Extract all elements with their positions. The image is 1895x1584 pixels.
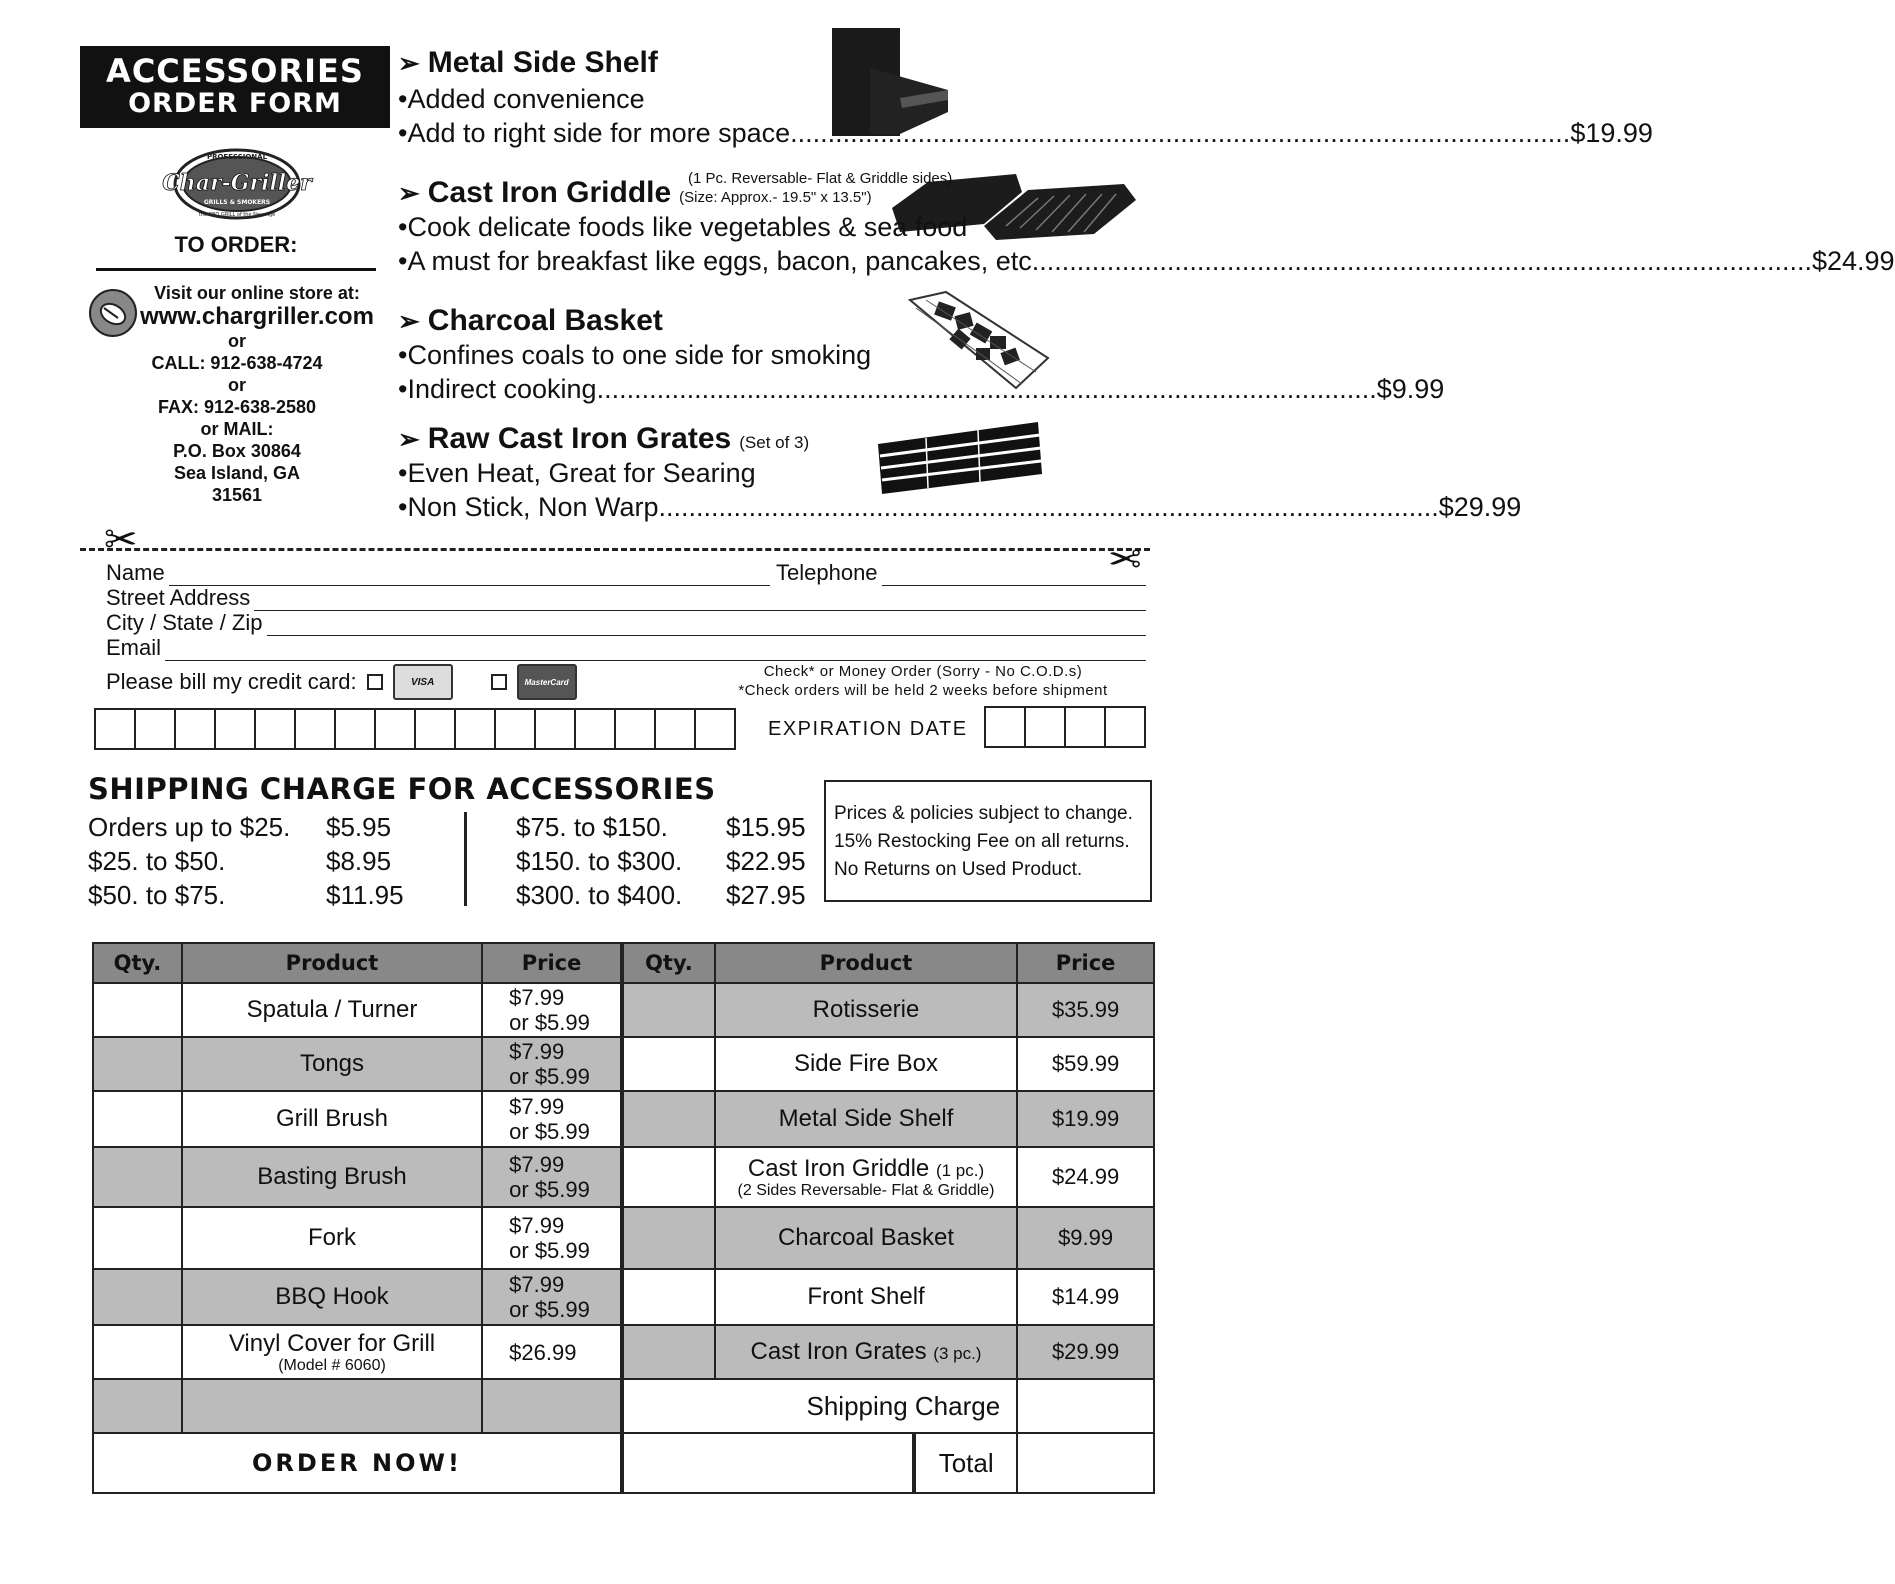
card-digit-box[interactable] — [454, 708, 496, 750]
qty-input[interactable] — [93, 1147, 182, 1207]
product-price: $9.99 — [1376, 374, 1445, 404]
shipping-charge: $11.95 — [326, 880, 404, 910]
card-digit-box[interactable] — [134, 708, 176, 750]
table-row — [93, 1433, 1154, 1493]
table-row — [93, 983, 1154, 1037]
telephone-label: Telephone — [776, 560, 878, 585]
product-price: $14.99 — [1017, 1269, 1154, 1325]
shipping-range: $300. to $400. — [516, 880, 683, 910]
city-state-zip-input-line[interactable] — [267, 617, 1147, 636]
qty-input[interactable] — [622, 983, 715, 1037]
scissors-icon: ✂ — [104, 518, 138, 562]
divider — [464, 812, 467, 906]
exp-digit-box[interactable] — [1104, 706, 1146, 748]
mastercard-card-icon: MasterCard — [517, 664, 577, 700]
telephone-field[interactable] — [776, 560, 1146, 586]
shipping-range: $75. to $150. — [516, 812, 668, 842]
product-price: $7.99 or $5.99 — [482, 1037, 622, 1091]
card-digit-box[interactable] — [694, 708, 736, 750]
product-bullet: Indirect cooking — [407, 374, 597, 404]
product-title: Charcoal Basket — [427, 304, 663, 337]
shipping-charge: $5.95 — [326, 812, 392, 842]
shipping-charge: $8.95 — [326, 846, 392, 876]
shipping-range: Orders up to $25. — [88, 812, 291, 842]
table-row — [93, 1379, 1154, 1433]
product-price: $7.99 or $5.99 — [482, 1269, 622, 1325]
product-price: $35.99 — [1017, 983, 1154, 1037]
product-name: Rotisserie — [715, 983, 1017, 1037]
title-line-2: ORDER FORM — [128, 88, 342, 119]
product-name: Cast Iron Grates (3 pc.) — [715, 1325, 1017, 1379]
city-state-zip-label: City / State / Zip — [106, 610, 263, 635]
product-price: $29.99 — [1438, 492, 1522, 522]
table-row — [93, 1207, 1154, 1269]
divider — [96, 268, 376, 271]
to-order-heading: TO ORDER: — [174, 232, 298, 257]
product-bullet: Even Heat, Great for Searing — [407, 458, 756, 488]
check-note-line: *Check orders will be held 2 weeks before shipment — [738, 682, 1108, 699]
shipping-charges-right — [726, 810, 806, 912]
product-cast-iron-griddle: (1 Pc. Reversable- Flat & Griddle sides) ➢ Cast Iron Griddle (Size: Approx.- 19.5" x 13.5") • Cook delicate foods like vegetables & sea food • A must for breakfast like eggs, bacon, pancakes, etc ........................................................................................................ $24.99 — [398, 170, 1895, 276]
product-price: $9.99 — [1017, 1207, 1154, 1269]
shipping-ranges-left — [88, 810, 290, 912]
product-title: Cast Iron Griddle — [427, 176, 672, 209]
product-price: $19.99 — [1017, 1091, 1154, 1147]
blank-price-cell[interactable] — [482, 1379, 622, 1433]
card-digit-box[interactable] — [414, 708, 456, 750]
shipping-ranges-right — [516, 810, 682, 912]
card-digit-box[interactable] — [534, 708, 576, 750]
street-address-label: Street Address — [106, 585, 251, 610]
qty-input[interactable] — [93, 1207, 182, 1269]
product-title: Raw Cast Iron Grates — [427, 422, 732, 455]
product-note: (Set of 3) — [739, 433, 810, 452]
credit-card-number-boxes[interactable] — [96, 708, 736, 748]
order-table — [92, 942, 1155, 1494]
svg-text:PROFESSIONAL: PROFESSIONAL — [206, 153, 268, 161]
qty-input[interactable] — [622, 1269, 715, 1325]
expiration-date-boxes[interactable] — [986, 706, 1146, 746]
product-raw-cast-iron-grates: ➢ Raw Cast Iron Grates (Set of 3) • Even Heat, Great for Searing • Non Stick, Non Warp ........................................................................................................ $29.99 — [398, 422, 1522, 522]
arrow-icon: ➢ — [398, 178, 420, 208]
qty-input[interactable] — [622, 1147, 715, 1207]
product-charcoal-basket: ➢ Charcoal Basket • Confines coals to one side for smoking • Indirect cooking ........................................................................................................ $9.99 — [398, 304, 1445, 404]
arrow-icon: ➢ — [398, 424, 420, 454]
shipping-title: SHIPPING CHARGE FOR ACCESSORIES — [88, 772, 716, 806]
scissors-icon: ✂ — [1108, 538, 1142, 582]
svg-text:GRILLS & SMOKERS: GRILLS & SMOKERS — [203, 199, 271, 206]
product-bullet: Non Stick, Non Warp — [407, 492, 659, 522]
policy-line: 15% Restocking Fee on all returns. — [834, 831, 1130, 852]
qty-header: Qty. — [93, 943, 182, 983]
total-label: Total — [938, 1447, 994, 1478]
or-text: or — [228, 331, 246, 351]
website-link[interactable]: www.chargriller.com — [140, 303, 374, 330]
product-note: (Size: Approx.- 19.5" x 13.5") — [679, 189, 872, 206]
card-digit-box[interactable] — [334, 708, 376, 750]
policy-line: No Returns on Used Product. — [834, 859, 1083, 880]
card-digit-box[interactable] — [654, 708, 696, 750]
qty-input[interactable] — [93, 1037, 182, 1091]
product-price: $7.99 or $5.99 — [482, 983, 622, 1037]
arrow-icon: ➢ — [398, 48, 420, 78]
table-header-row — [93, 943, 1154, 983]
shipping-range: $25. to $50. — [88, 846, 226, 876]
product-name: Grill Brush — [182, 1091, 482, 1147]
shipping-charge-label: Shipping Charge — [715, 1379, 1017, 1433]
fax-number: FAX: 912-638-2580 — [157, 397, 317, 417]
price-header: Price — [1017, 943, 1154, 983]
or-text: or — [228, 375, 246, 395]
product-price: $24.99 — [1811, 246, 1895, 276]
product-title: Metal Side Shelf — [427, 46, 658, 79]
product-price: $7.99 or $5.99 — [482, 1207, 622, 1269]
product-metal-side-shelf: ➢ Metal Side Shelf • Added convenience • Add to right side for more space ........................................................................................................ $19.99 — [398, 46, 1653, 148]
title-line-1: ACCESSORIES — [106, 52, 364, 90]
product-price: $29.99 — [1017, 1325, 1154, 1379]
address-line: P.O. Box 30864 — [173, 441, 301, 461]
product-name: Basting Brush — [182, 1147, 482, 1207]
product-bullet: Add to right side for more space — [407, 118, 791, 148]
card-digit-box[interactable] — [614, 708, 656, 750]
card-digit-box[interactable] — [254, 708, 296, 750]
visa-card-icon: VISA — [393, 664, 453, 700]
product-name: Spatula / Turner — [182, 983, 482, 1037]
product-price: $24.99 — [1017, 1147, 1154, 1207]
qty-input[interactable] — [93, 1269, 182, 1325]
total-input[interactable] — [1017, 1433, 1154, 1493]
form-title — [80, 46, 390, 128]
qty-input[interactable] — [622, 1037, 715, 1091]
arrow-icon: ➢ — [398, 306, 420, 336]
qty-input[interactable] — [93, 983, 182, 1037]
shipping-range: $50. to $75. — [88, 880, 226, 910]
product-name: BBQ Hook — [182, 1269, 482, 1325]
product-price: $7.99 or $5.99 — [482, 1147, 622, 1207]
product-price: $19.99 — [1570, 118, 1653, 148]
product-price: $7.99 or $5.99 — [482, 1091, 622, 1147]
cut-line — [80, 548, 1150, 551]
visit-text: Visit our online store at: — [154, 283, 360, 303]
exp-digit-box[interactable] — [1064, 706, 1106, 748]
product-name: Fork — [182, 1207, 482, 1269]
qty-input[interactable] — [622, 1091, 715, 1147]
card-digit-box[interactable] — [94, 708, 136, 750]
address-line: 31561 — [211, 485, 263, 505]
product-name: Metal Side Shelf — [715, 1091, 1017, 1147]
city-state-zip-field[interactable] — [106, 610, 1146, 636]
card-digit-box[interactable] — [214, 708, 256, 750]
credit-card-row — [106, 664, 577, 700]
qty-header: Qty. — [622, 943, 715, 983]
street-address-input-line[interactable] — [254, 592, 1146, 611]
shipping-charge-input[interactable] — [1017, 1379, 1154, 1433]
qty-input[interactable] — [622, 1325, 715, 1379]
qty-input[interactable] — [622, 1207, 715, 1269]
qty-input[interactable] — [93, 1325, 182, 1379]
contact-info — [96, 282, 378, 506]
telephone-input-line[interactable] — [882, 567, 1146, 586]
name-label: Name — [106, 560, 165, 585]
phone-number: CALL: 912-638-4724 — [151, 353, 323, 373]
policy-line: Prices & policies subject to change. — [834, 803, 1133, 824]
blank-cell — [622, 1379, 715, 1433]
svg-text:the BBQ GRILL of the New Age: the BBQ GRILL of the New Age — [198, 212, 276, 218]
blank-product-cell[interactable] — [182, 1379, 482, 1433]
product-name: Side Fire Box — [715, 1037, 1017, 1091]
svg-text:Char-Griller: Char-Griller — [162, 170, 312, 196]
check-note — [700, 662, 1146, 700]
product-header: Product — [182, 943, 482, 983]
email-label: Email — [106, 635, 162, 660]
name-input-line[interactable] — [169, 567, 770, 586]
mastercard-checkbox[interactable] — [491, 674, 507, 690]
product-name: Cast Iron Griddle (1 pc.) (2 Sides Reversable- Flat & Griddle) — [715, 1147, 1017, 1207]
check-note-line: Check* or Money Order (Sorry - No C.O.D.s) — [763, 663, 1083, 680]
bill-credit-card-label: Please bill my credit card: — [106, 669, 357, 694]
product-bullet: A must for breakfast like eggs, bacon, pancakes, etc — [407, 246, 1032, 276]
product-bullet: Confines coals to one side for smoking — [407, 340, 872, 370]
policy-box — [824, 780, 1152, 902]
card-digit-box[interactable] — [574, 708, 616, 750]
price-header: Price — [482, 943, 622, 983]
name-field[interactable] — [106, 560, 770, 586]
product-name: Tongs — [182, 1037, 482, 1091]
exp-digit-box[interactable] — [1024, 706, 1066, 748]
shipping-charges-left — [326, 810, 404, 912]
product-note: (1 Pc. Reversable- Flat & Griddle sides) — [688, 170, 953, 187]
shipping-charge: $27.95 — [726, 880, 806, 910]
product-name: Vinyl Cover for Grill (Model # 6060) — [182, 1325, 482, 1379]
qty-input[interactable] — [93, 1379, 182, 1433]
street-address-field[interactable] — [106, 585, 1146, 611]
card-digit-box[interactable] — [294, 708, 336, 750]
email-field[interactable] — [106, 635, 1146, 661]
exp-digit-box[interactable] — [984, 706, 1026, 748]
card-digit-box[interactable] — [174, 708, 216, 750]
address-line: Sea Island, GA — [173, 463, 301, 483]
card-digit-box[interactable] — [494, 708, 536, 750]
total-label-cell — [622, 1433, 1017, 1493]
shipping-charge: $22.95 — [726, 846, 806, 876]
table-row — [93, 1037, 1154, 1091]
shipping-charge: $15.95 — [726, 812, 806, 842]
table-row — [93, 1147, 1154, 1207]
or-mail-text: or MAIL: — [200, 419, 274, 439]
product-name: Charcoal Basket — [715, 1207, 1017, 1269]
product-bullet: Cook delicate foods like vegetables & sea food — [407, 212, 968, 242]
table-row — [93, 1325, 1154, 1379]
product-price: $26.99 — [482, 1325, 622, 1379]
visa-checkbox[interactable] — [367, 674, 383, 690]
product-name: Front Shelf — [715, 1269, 1017, 1325]
shipping-range: $150. to $300. — [516, 846, 683, 876]
table-row — [93, 1091, 1154, 1147]
char-griller-logo — [162, 146, 312, 222]
card-digit-box[interactable] — [374, 708, 416, 750]
expiration-date-label: EXPIRATION DATE — [768, 718, 968, 740]
qty-input[interactable] — [93, 1091, 182, 1147]
product-header: Product — [715, 943, 1017, 983]
email-input-line[interactable] — [165, 642, 1146, 661]
table-row — [93, 1269, 1154, 1325]
product-price: $59.99 — [1017, 1037, 1154, 1091]
product-bullet: Added convenience — [407, 84, 645, 114]
order-now-banner: ORDER NOW! — [93, 1433, 622, 1493]
